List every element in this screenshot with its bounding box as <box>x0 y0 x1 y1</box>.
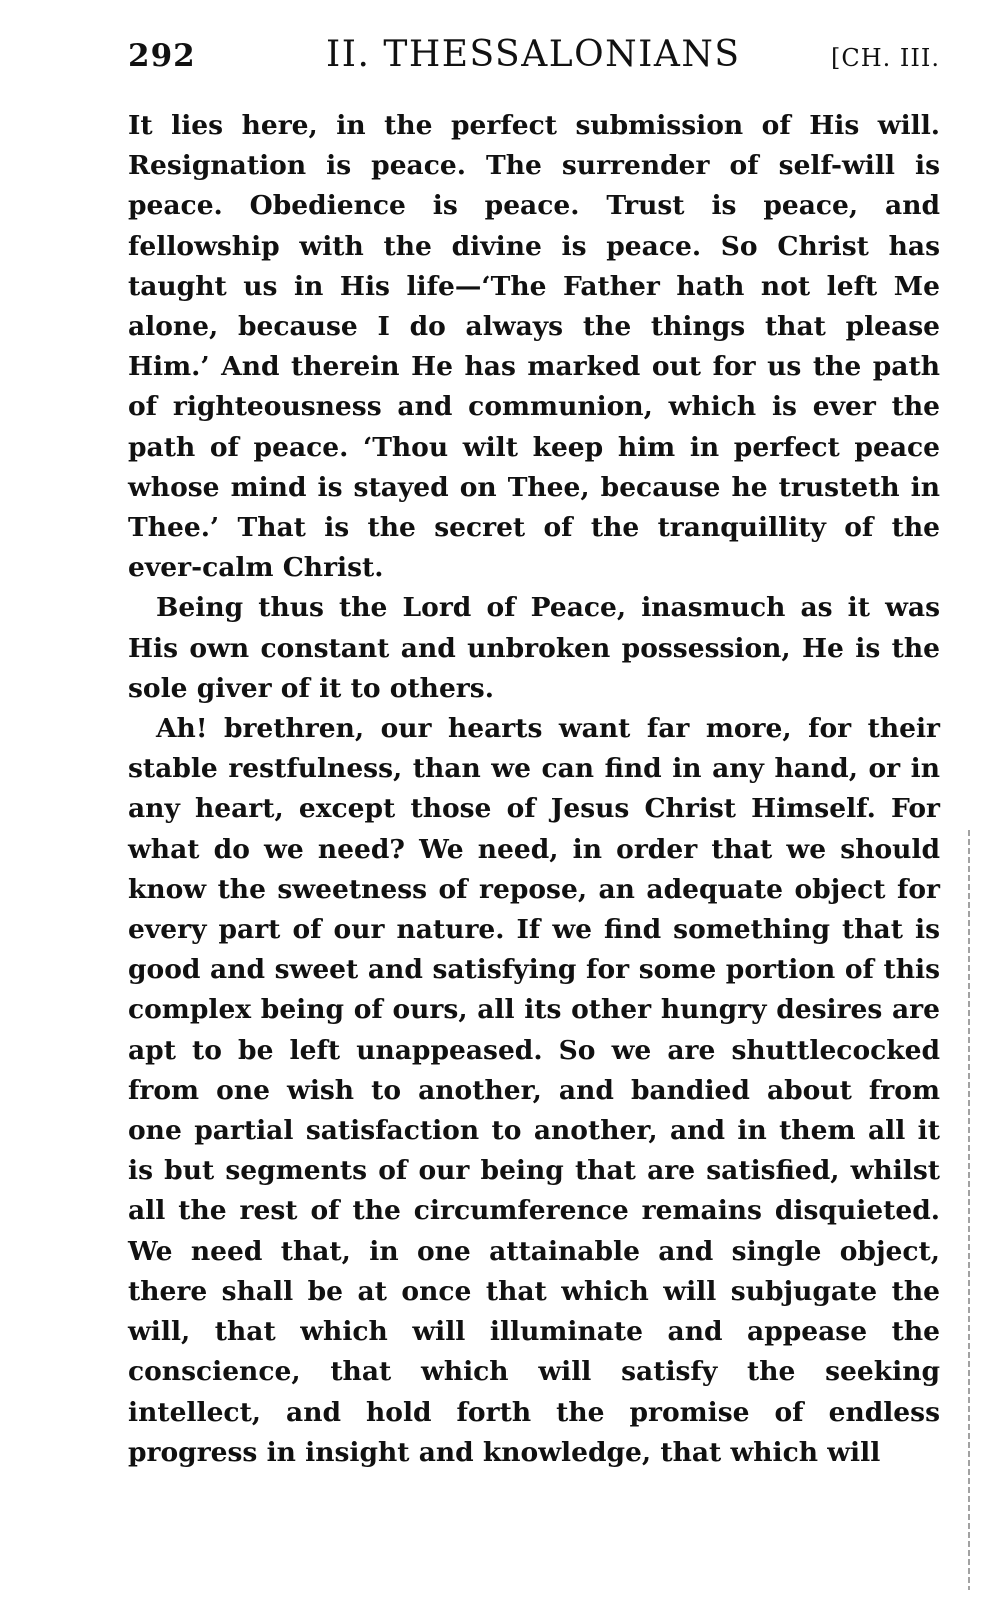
paragraph-3: Ah! brethren, our hearts want far more, for their stable restfulness, than we can find in any hand, or in any heart, except those of Jesus Christ Himself. For what do we need? We need, in order that we should know the sweetness of repose, an adequate object for every part of our nature. If we find something that is good and sweet and satisfying for some portion of this complex being of ours, all its other hungry desires are apt to be left unappeased. So we are shuttlecocked from one wish to another, and bandied about from one partial satisfaction to another, and in them all it is but segments of our being that are satisfied, whilst all the rest of the circumference remains disquieted. We need that, in one attainable and single object, there shall be at once that which will subjugate the will, that which will illuminate and appease the conscience, that which will satisfy the seeking intellect, and hold forth the promise of endless progress in insight and knowledge, that which will <box>128 713 940 1468</box>
book-title: II. THESSALONIANS <box>326 34 741 75</box>
paragraph-1: It lies here, in the perfect submission of His will. Resignation is peace. The surrender of self-will is peace. Obedience is peace. Trust is peace, and fellowship with the divine is peace. So Christ has taught us in His life—‘The Father hath not left Me alone, because I do always the things that please Him.’ And therein He has marked out for us the path of righteousness and communion, which is ever the path of peace. ‘Thou wilt keep him in perfect peace whose mind is stayed on Thee, because he trusteth in Thee.’ That is the secret of the tranquillity of the ever-calm Christ. <box>128 110 940 584</box>
page-number: 292 <box>128 38 196 74</box>
chapter-reference: [CH. III. <box>831 44 940 72</box>
running-head <box>128 34 940 88</box>
page-edge-mark <box>968 830 970 1590</box>
paragraph-2: Being thus the Lord of Peace, inasmuch as it was His own constant and unbroken possession, He is the sole giver of it to others. <box>128 592 940 704</box>
page-body <box>128 106 940 1473</box>
